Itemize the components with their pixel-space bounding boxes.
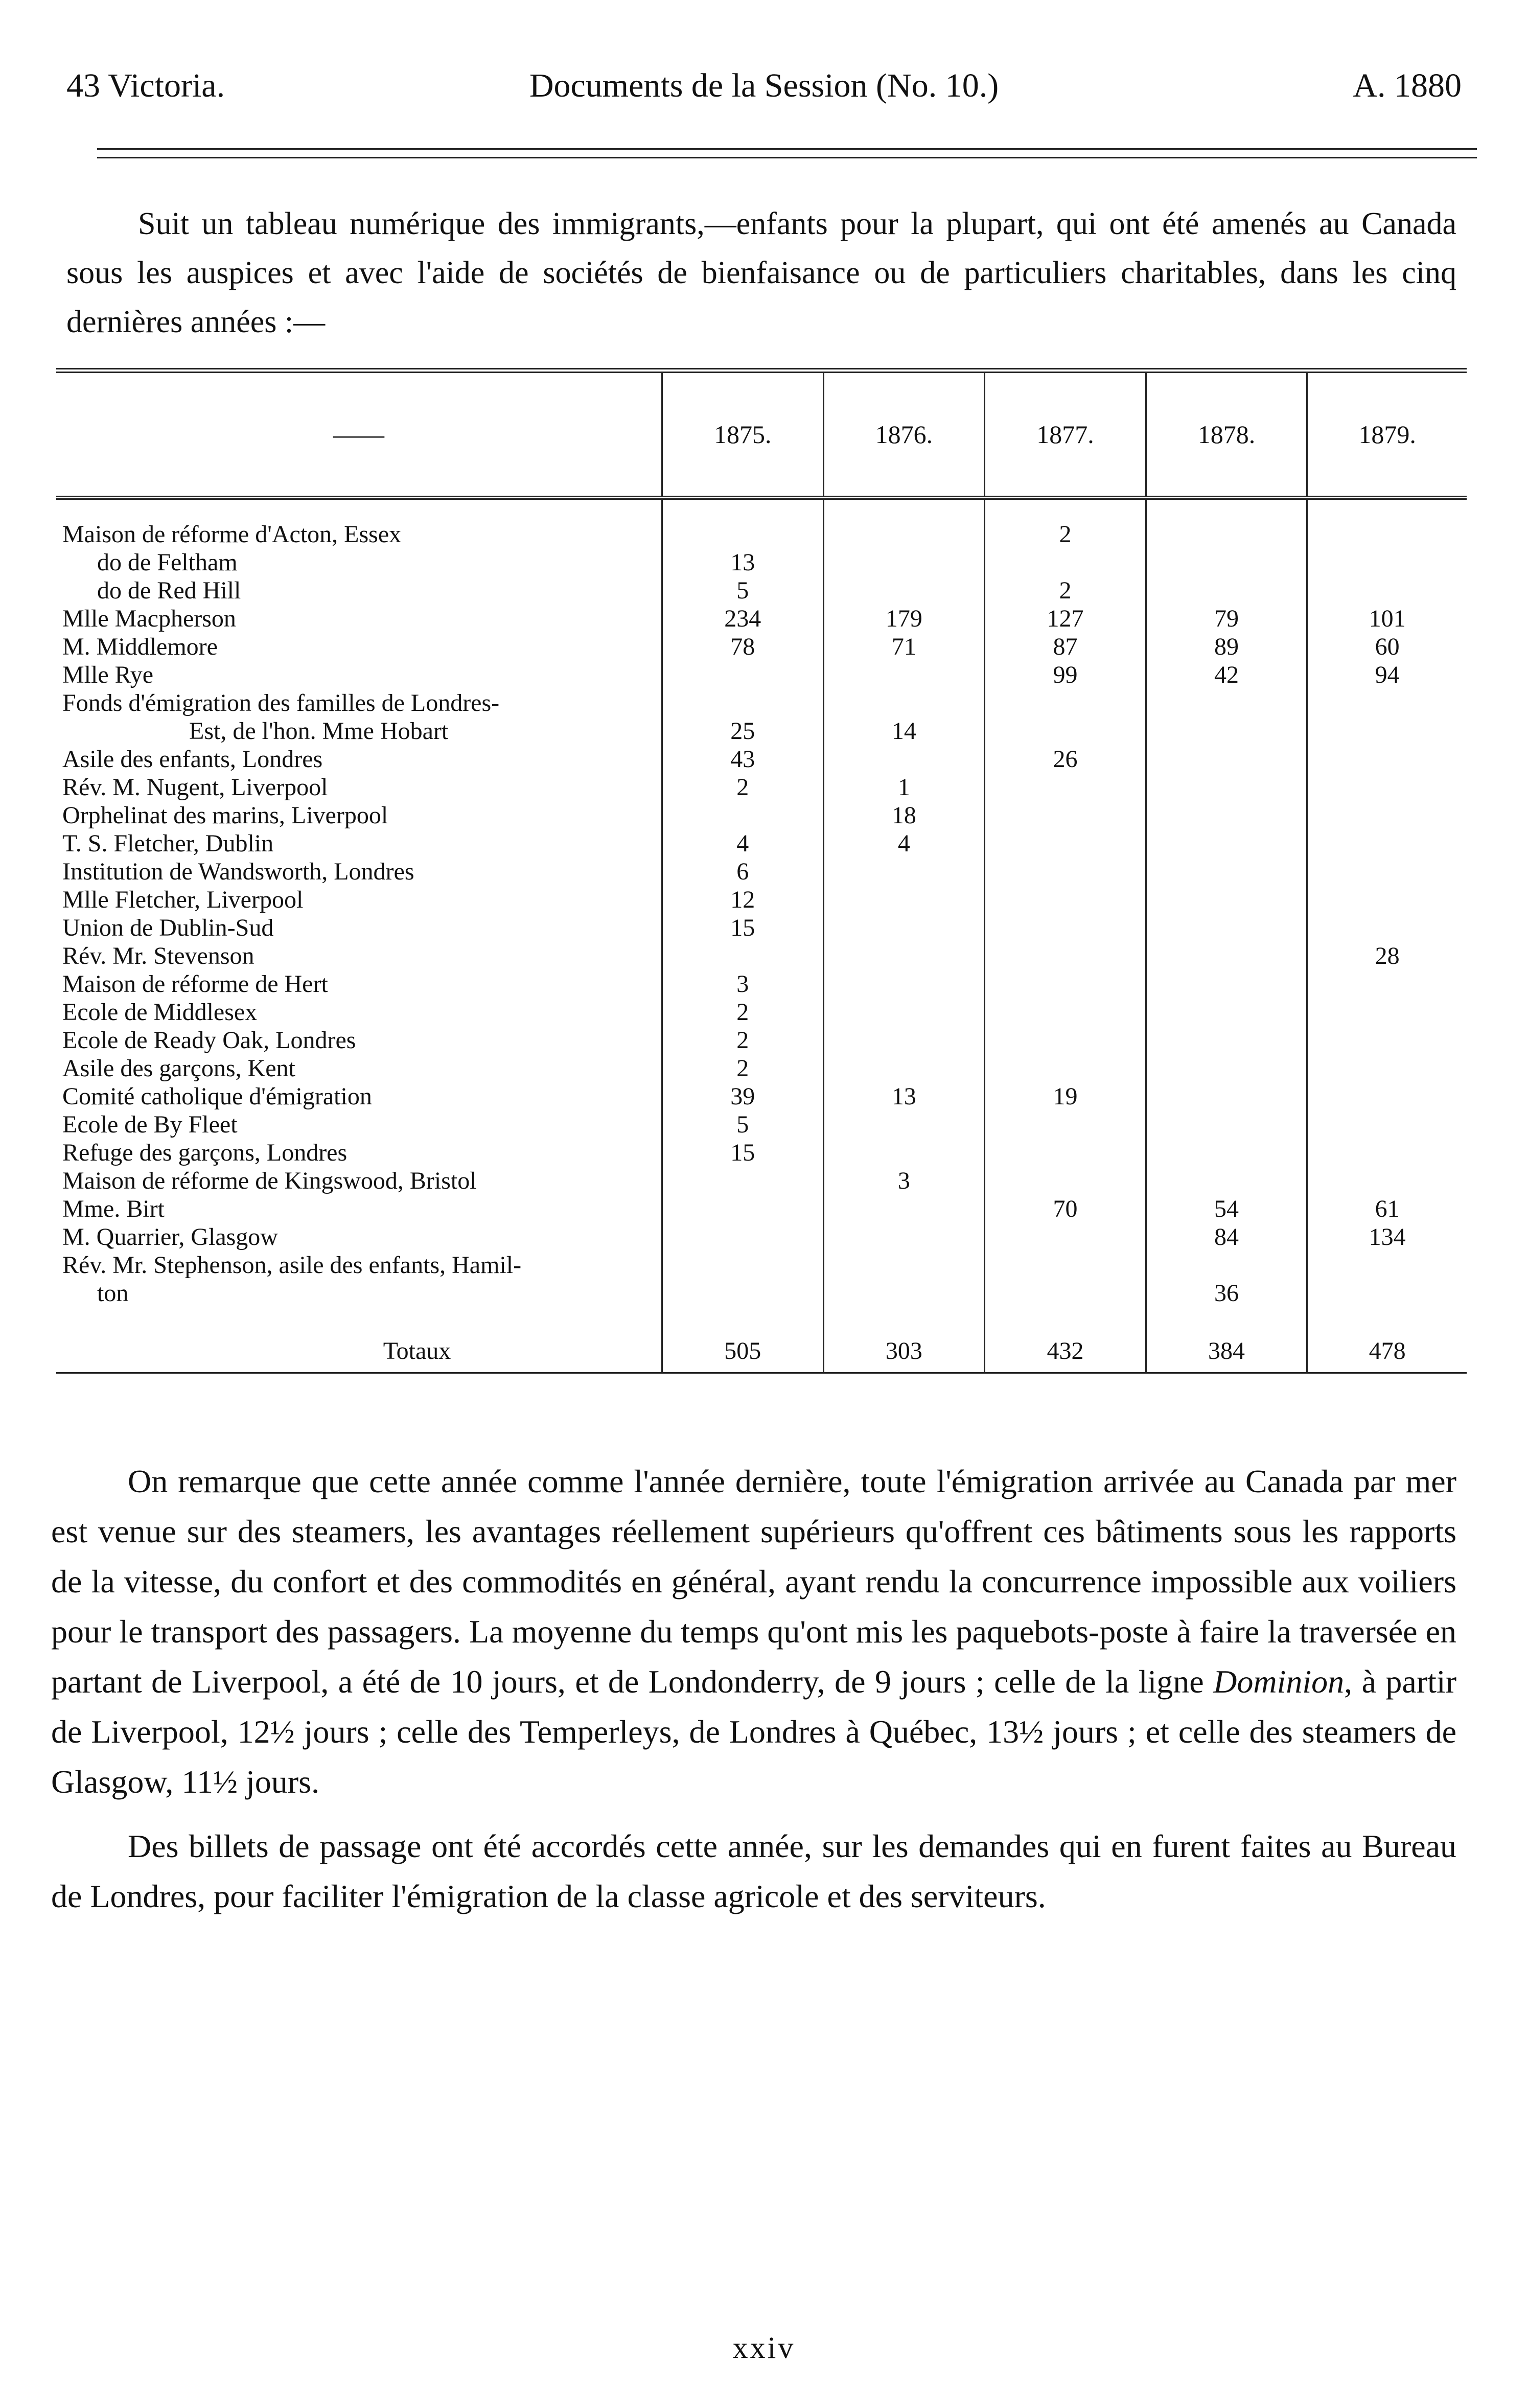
row-label: Mme. Birt bbox=[62, 1195, 165, 1222]
row-label: Maison de réforme de Kingswood, Bristol bbox=[62, 1167, 477, 1194]
table-row bbox=[56, 998, 1467, 1026]
cell-value bbox=[985, 801, 1146, 829]
cell-value bbox=[985, 914, 1146, 942]
cell-value bbox=[1307, 1167, 1467, 1195]
row-label: Ecole de Middlesex bbox=[62, 999, 258, 1026]
cell-value: 134 bbox=[1307, 1223, 1467, 1251]
row-label: Ecole de Ready Oak, Londres bbox=[62, 1027, 356, 1054]
page-number: xxiv bbox=[732, 2331, 796, 2365]
cell-value bbox=[823, 970, 985, 998]
cell-value: 28 bbox=[1307, 942, 1467, 970]
table-row bbox=[56, 605, 1467, 633]
total-value: 505 bbox=[662, 1328, 824, 1373]
cell-value: 71 bbox=[823, 633, 985, 661]
cell-value bbox=[662, 801, 824, 829]
cell-value: 4 bbox=[823, 829, 985, 858]
cell-value bbox=[1146, 548, 1307, 576]
year-header: 1876. bbox=[823, 371, 985, 498]
cell-value: 5 bbox=[662, 576, 824, 605]
cell-value: 54 bbox=[1146, 1195, 1307, 1223]
table-spacer bbox=[56, 498, 1467, 520]
totals-label: Totaux bbox=[56, 1328, 662, 1373]
cell-value bbox=[1307, 1082, 1467, 1110]
cell-value: 42 bbox=[1146, 661, 1307, 689]
cell-value bbox=[662, 661, 824, 689]
cell-value bbox=[1307, 801, 1467, 829]
table-row bbox=[56, 1026, 1467, 1054]
table-row bbox=[56, 970, 1467, 998]
cell-value bbox=[823, 886, 985, 914]
cell-value bbox=[823, 942, 985, 970]
table-spacer bbox=[56, 1307, 1467, 1328]
cell-value bbox=[823, 661, 985, 689]
table-row bbox=[56, 717, 1467, 745]
table-row bbox=[56, 773, 1467, 801]
cell-value: 39 bbox=[662, 1082, 824, 1110]
cell-value bbox=[1146, 1082, 1307, 1110]
cell-value bbox=[1307, 717, 1467, 745]
table-row bbox=[56, 576, 1467, 605]
row-label: Comité catholique d'émigration bbox=[62, 1083, 372, 1110]
cell-value bbox=[823, 1110, 985, 1139]
cell-value bbox=[823, 914, 985, 942]
cell-value: 14 bbox=[823, 717, 985, 745]
cell-value bbox=[1146, 829, 1307, 858]
cell-value bbox=[985, 1251, 1146, 1279]
cell-value: 234 bbox=[662, 605, 824, 633]
year-header: 1875. bbox=[662, 371, 824, 498]
cell-value bbox=[1146, 801, 1307, 829]
cell-value: 179 bbox=[823, 605, 985, 633]
dominion-line: Dominion bbox=[1213, 1663, 1345, 1700]
cell-value bbox=[1146, 745, 1307, 773]
cell-value bbox=[1307, 548, 1467, 576]
cell-value bbox=[662, 1279, 824, 1307]
cell-value bbox=[823, 548, 985, 576]
cell-value bbox=[1146, 914, 1307, 942]
total-value: 432 bbox=[985, 1328, 1146, 1373]
cell-value: 2 bbox=[985, 520, 1146, 548]
cell-value bbox=[1307, 1026, 1467, 1054]
cell-value bbox=[985, 942, 1146, 970]
cell-value: 2 bbox=[662, 1054, 824, 1082]
row-label: M. Quarrier, Glasgow bbox=[62, 1223, 278, 1251]
paragraph-steamers-end: , à partir de Liverpool, 12½ jours ; celle des Temperleys, de Londres à Québec, 13½ jours ; et celle des steamers de Glasgow, 11½ jours. bbox=[51, 1663, 1457, 1800]
cell-value bbox=[1307, 914, 1467, 942]
table-row bbox=[56, 1110, 1467, 1139]
cell-value: 3 bbox=[823, 1167, 985, 1195]
cell-value: 2 bbox=[985, 576, 1146, 605]
cell-value bbox=[662, 942, 824, 970]
row-label: ton bbox=[97, 1280, 129, 1307]
cell-value bbox=[662, 1223, 824, 1251]
cell-value bbox=[823, 1195, 985, 1223]
row-label: Rév. M. Nugent, Liverpool bbox=[62, 774, 328, 801]
total-value: 384 bbox=[1146, 1328, 1307, 1373]
cell-value bbox=[823, 520, 985, 548]
cell-value bbox=[1307, 998, 1467, 1026]
table-row bbox=[56, 633, 1467, 661]
table-row bbox=[56, 548, 1467, 576]
immigrants-table-wrap bbox=[56, 368, 1467, 1374]
cell-value bbox=[1146, 886, 1307, 914]
cell-value bbox=[1307, 689, 1467, 717]
header-center: Documents de la Session (No. 10.) bbox=[529, 67, 999, 104]
cell-value: 25 bbox=[662, 717, 824, 745]
cell-value: 60 bbox=[1307, 633, 1467, 661]
cell-value: 5 bbox=[662, 1110, 824, 1139]
cell-value bbox=[823, 1251, 985, 1279]
table-row bbox=[56, 886, 1467, 914]
cell-value bbox=[1146, 689, 1307, 717]
cell-value: 101 bbox=[1307, 605, 1467, 633]
cell-value bbox=[662, 689, 824, 717]
cell-value bbox=[823, 1054, 985, 1082]
cell-value bbox=[1146, 773, 1307, 801]
cell-value: 15 bbox=[662, 1139, 824, 1167]
cell-value bbox=[1307, 576, 1467, 605]
cell-value bbox=[1146, 1251, 1307, 1279]
cell-value: 12 bbox=[662, 886, 824, 914]
cell-value: 43 bbox=[662, 745, 824, 773]
cell-value bbox=[985, 858, 1146, 886]
cell-value: 2 bbox=[662, 998, 824, 1026]
cell-value bbox=[1307, 1054, 1467, 1082]
cell-value bbox=[985, 1279, 1146, 1307]
row-label: Mlle Rye bbox=[62, 661, 154, 688]
table-row bbox=[56, 689, 1467, 717]
cell-value: 6 bbox=[662, 858, 824, 886]
cell-value: 19 bbox=[985, 1082, 1146, 1110]
cell-value bbox=[1146, 1026, 1307, 1054]
cell-value bbox=[985, 998, 1146, 1026]
row-label: M. Middlemore bbox=[62, 633, 218, 660]
cell-value bbox=[985, 970, 1146, 998]
row-label: Est, de l'hon. Mme Hobart bbox=[189, 717, 449, 745]
body-text bbox=[51, 1456, 1456, 1936]
cell-value bbox=[985, 1026, 1146, 1054]
header-left: 43 Victoria. bbox=[66, 67, 225, 104]
cell-value: 61 bbox=[1307, 1195, 1467, 1223]
cell-value: 2 bbox=[662, 1026, 824, 1054]
cell-value: 78 bbox=[662, 633, 824, 661]
table-row bbox=[56, 1279, 1467, 1307]
paragraph-steamers bbox=[51, 1456, 1456, 1807]
cell-value bbox=[985, 1167, 1146, 1195]
paragraph-steamers-text: On remarque que cette année comme l'année dernière, toute l'émigration arrivée au Canada par mer est venue sur des steamers, les avantages réellement supérieurs qu'offrent ces bâtiments sous les rapports de la vitesse, du confort et des commodités en général, ayant rendu la concurrence impossible aux voiliers pour le transport des passagers. La moyenne du temps qu'ont mis les paquebots-poste à faire la traversée en partant de Liverpool, a été de 10 jours, et de Londonderry, de 9 jours ; celle de la ligne bbox=[51, 1463, 1456, 1700]
row-label: Fonds d'émigration des familles de Londres- bbox=[62, 689, 500, 716]
intro-text: Suit un tableau numérique des immigrants,—enfants pour la plupart, qui ont été amenés au Canada sous les auspices et avec l'aide de sociétés de bienfaisance ou de particuliers charitables, dans les cinq dernières années :— bbox=[66, 206, 1456, 339]
header-right: A. 1880 bbox=[1353, 67, 1462, 104]
cell-value bbox=[985, 1223, 1146, 1251]
cell-value bbox=[985, 829, 1146, 858]
cell-value bbox=[823, 689, 985, 717]
cell-value bbox=[1146, 1110, 1307, 1139]
row-label: Mlle Fletcher, Liverpool bbox=[62, 886, 304, 913]
year-header: 1877. bbox=[985, 371, 1146, 498]
row-label: Rév. Mr. Stevenson bbox=[62, 942, 254, 969]
cell-value bbox=[985, 1054, 1146, 1082]
row-label: Union de Dublin-Sud bbox=[62, 914, 274, 941]
cell-value bbox=[1146, 998, 1307, 1026]
cell-value: 15 bbox=[662, 914, 824, 942]
cell-value: 18 bbox=[823, 801, 985, 829]
cell-value bbox=[662, 1251, 824, 1279]
cell-value bbox=[985, 717, 1146, 745]
cell-value bbox=[823, 1223, 985, 1251]
cell-value bbox=[1307, 773, 1467, 801]
table-row bbox=[56, 745, 1467, 773]
header-rule bbox=[97, 148, 1477, 158]
cell-value: 13 bbox=[823, 1082, 985, 1110]
cell-value bbox=[1146, 942, 1307, 970]
year-header: 1879. bbox=[1307, 371, 1467, 498]
cell-value: 99 bbox=[985, 661, 1146, 689]
totals-row bbox=[56, 1328, 1467, 1373]
table-row bbox=[56, 1251, 1467, 1279]
cell-value bbox=[1307, 1110, 1467, 1139]
paragraph-tickets: Des billets de passage ont été accordés cette année, sur les demandes qui en furent faites au Bureau de Londres, pour faciliter l'émigration de la classe agricole et des serviteurs. bbox=[51, 1828, 1456, 1914]
cell-value bbox=[985, 1139, 1146, 1167]
cell-value: 4 bbox=[662, 829, 824, 858]
cell-value bbox=[985, 886, 1146, 914]
table-row bbox=[56, 858, 1467, 886]
cell-value: 70 bbox=[985, 1195, 1146, 1223]
cell-value bbox=[823, 576, 985, 605]
row-label: Maison de réforme de Hert bbox=[62, 970, 328, 998]
table-row bbox=[56, 1223, 1467, 1251]
cell-value bbox=[823, 1139, 985, 1167]
cell-value bbox=[1307, 858, 1467, 886]
row-label: do de Red Hill bbox=[97, 577, 241, 604]
cell-value: 1 bbox=[823, 773, 985, 801]
cell-value: 87 bbox=[985, 633, 1146, 661]
total-value: 478 bbox=[1307, 1328, 1467, 1373]
cell-value bbox=[1307, 886, 1467, 914]
cell-value bbox=[662, 1167, 824, 1195]
table-row bbox=[56, 801, 1467, 829]
table-row bbox=[56, 914, 1467, 942]
cell-value: 2 bbox=[662, 773, 824, 801]
cell-value bbox=[1307, 520, 1467, 548]
row-label: Mlle Macpherson bbox=[62, 605, 236, 632]
cell-value bbox=[823, 858, 985, 886]
cell-value bbox=[823, 1279, 985, 1307]
cell-value bbox=[1146, 717, 1307, 745]
cell-value bbox=[1307, 1139, 1467, 1167]
cell-value bbox=[1307, 745, 1467, 773]
table-header-row bbox=[56, 371, 1467, 498]
cell-value bbox=[823, 745, 985, 773]
table-row bbox=[56, 1139, 1467, 1167]
cell-value bbox=[823, 1026, 985, 1054]
cell-value bbox=[1146, 858, 1307, 886]
immigrants-table bbox=[56, 368, 1467, 1374]
row-label: Asile des enfants, Londres bbox=[62, 746, 323, 773]
cell-value bbox=[1146, 1054, 1307, 1082]
cell-value bbox=[1146, 970, 1307, 998]
cell-value bbox=[985, 689, 1146, 717]
cell-value: 94 bbox=[1307, 661, 1467, 689]
row-label: Orphelinat des marins, Liverpool bbox=[62, 802, 388, 829]
row-label: Institution de Wandsworth, Londres bbox=[62, 858, 414, 885]
desc-header: —— bbox=[56, 371, 662, 498]
row-label: Ecole de By Fleet bbox=[62, 1111, 238, 1138]
table-row bbox=[56, 942, 1467, 970]
cell-value bbox=[823, 998, 985, 1026]
row-label: do de Feltham bbox=[97, 549, 238, 576]
cell-value bbox=[1146, 1139, 1307, 1167]
cell-value bbox=[1146, 520, 1307, 548]
year-header: 1878. bbox=[1146, 371, 1307, 498]
cell-value bbox=[985, 548, 1146, 576]
cell-value: 3 bbox=[662, 970, 824, 998]
table-row bbox=[56, 1167, 1467, 1195]
cell-value bbox=[985, 1110, 1146, 1139]
cell-value: 36 bbox=[1146, 1279, 1307, 1307]
cell-value bbox=[1307, 1251, 1467, 1279]
table-row bbox=[56, 520, 1467, 548]
cell-value bbox=[1307, 829, 1467, 858]
row-label: Asile des garçons, Kent bbox=[62, 1055, 295, 1082]
cell-value bbox=[985, 773, 1146, 801]
table-body bbox=[56, 498, 1467, 1373]
table-row bbox=[56, 829, 1467, 858]
table-row bbox=[56, 661, 1467, 689]
page-header bbox=[66, 66, 1462, 123]
total-value: 303 bbox=[823, 1328, 985, 1373]
cell-value bbox=[1307, 1279, 1467, 1307]
cell-value bbox=[1146, 576, 1307, 605]
cell-value: 13 bbox=[662, 548, 824, 576]
cell-value: 84 bbox=[1146, 1223, 1307, 1251]
cell-value bbox=[1307, 970, 1467, 998]
table-row bbox=[56, 1195, 1467, 1223]
cell-value bbox=[662, 1195, 824, 1223]
cell-value: 127 bbox=[985, 605, 1146, 633]
table-row bbox=[56, 1082, 1467, 1110]
cell-value: 79 bbox=[1146, 605, 1307, 633]
row-label: T. S. Fletcher, Dublin bbox=[62, 830, 274, 857]
table-row bbox=[56, 1054, 1467, 1082]
row-label: Rév. Mr. Stephenson, asile des enfants, Hamil- bbox=[62, 1252, 522, 1279]
cell-value bbox=[662, 520, 824, 548]
cell-value bbox=[1146, 1167, 1307, 1195]
intro-paragraph bbox=[66, 199, 1456, 346]
cell-value: 89 bbox=[1146, 633, 1307, 661]
cell-value: 26 bbox=[985, 745, 1146, 773]
row-label: Maison de réforme d'Acton, Essex bbox=[62, 521, 402, 548]
row-label: Refuge des garçons, Londres bbox=[62, 1139, 348, 1166]
